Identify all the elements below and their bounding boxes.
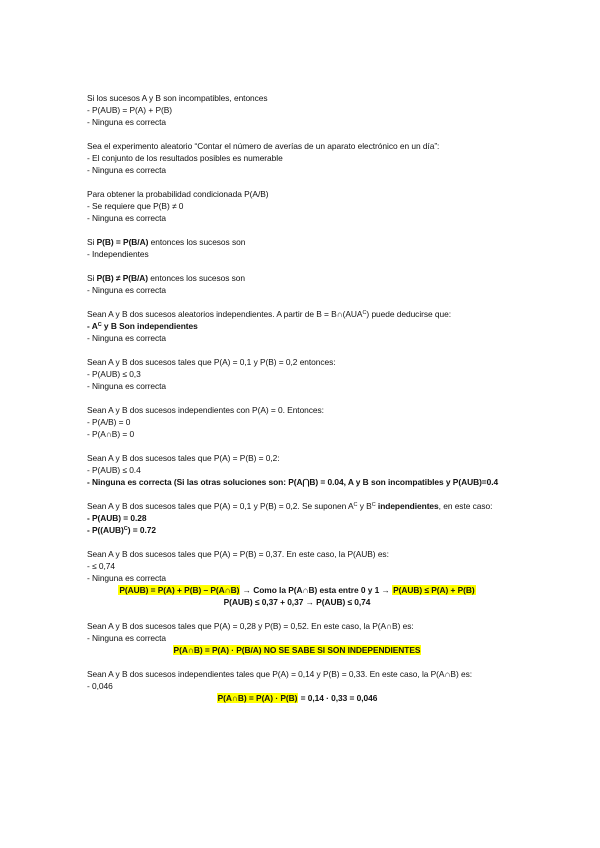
answer: - P(AUB) ≤ 0.4 xyxy=(87,465,141,475)
answer: - P(AUB) = P(A) + P(B) xyxy=(87,105,172,115)
question-prompt: Sean A y B dos sucesos independientes con P(A) = 0. Entonces: xyxy=(87,405,324,415)
question-prompt: Si los sucesos A y B son incompatibles, entonces xyxy=(87,93,268,103)
question-prompt xyxy=(87,500,507,512)
answer: - P(A∩B) = 0 xyxy=(87,429,135,439)
question-prompt: Para obtener la probabilidad condicionada P(A/B) xyxy=(87,189,269,199)
question-13 xyxy=(87,668,507,704)
question-prompt: Sea el experimento aleatorio “Contar el número de averías de un aparato electrónico en un día”: xyxy=(87,141,440,151)
prompt-text: Sean A y B dos sucesos aleatorios independientes. A partir de B = B∩(AUA xyxy=(87,309,363,319)
prompt-bold: P(B) = P(B/A) xyxy=(96,237,149,247)
answer: - Ninguna es correcta xyxy=(87,333,167,343)
answer xyxy=(87,320,507,332)
answer xyxy=(87,524,507,536)
prompt-text: y B xyxy=(357,501,372,511)
prompt-bold: P(B) ≠ P(B/A) xyxy=(96,273,149,283)
answer-text: - P((AUB) xyxy=(87,525,124,535)
question-prompt xyxy=(87,236,507,248)
question-prompt: Sean A y B dos sucesos tales que P(A) = 0,1 y P(B) = 0,2 entonces: xyxy=(87,357,336,367)
question-2 xyxy=(87,140,507,176)
note-text: , A y B son incompatibles y P(AUB)=0.4 xyxy=(343,477,499,487)
answer: - Ninguna es correcta xyxy=(87,381,167,391)
prompt-text: Si xyxy=(87,273,97,283)
highlight: P(A∩B) = P(A) · P(B/A) NO SE SABE SI SON INDEPENDIENTES xyxy=(173,645,421,655)
answer-text: A xyxy=(91,321,98,331)
superscript: C xyxy=(362,310,367,316)
answer-text: y B Son independientes xyxy=(101,321,198,331)
question-12 xyxy=(87,620,507,656)
question-5 xyxy=(87,272,507,296)
question-1 xyxy=(87,92,507,128)
question-prompt: Sean A y B dos sucesos tales que P(A) = P(B) = 0,2: xyxy=(87,453,280,463)
answer: - P(A/B) = 0 xyxy=(87,417,131,427)
prompt-bold: independientes xyxy=(375,501,439,511)
explanation-line: P(AUB) ≤ 0,37 + 0,37 → P(AUB) ≤ 0,74 xyxy=(223,597,371,607)
question-prompt: Sean A y B dos sucesos tales que P(A) = P(B) = 0,37. En este caso, la P(AUB) es: xyxy=(87,549,389,559)
prompt-text: entonces los sucesos son xyxy=(148,273,246,283)
answer: - 0,046 xyxy=(87,681,113,691)
question-8 xyxy=(87,404,507,440)
prompt-text: , en este caso: xyxy=(438,501,493,511)
answer: - Ninguna es correcta xyxy=(87,633,167,643)
question-3 xyxy=(87,188,507,224)
prompt-text: entonces los sucesos son xyxy=(148,237,246,247)
question-6 xyxy=(87,308,507,344)
answer: - Ninguna es correcta xyxy=(87,165,167,175)
question-list xyxy=(87,92,507,716)
answer: - ≤ 0,74 xyxy=(87,561,115,571)
highlight: P(AUB) ≤ P(A) + P(B) xyxy=(393,585,475,595)
answer: - Independientes xyxy=(87,249,149,259)
explanation-text: = 0,14 · 0,33 = 0,046 xyxy=(298,693,378,703)
question-prompt xyxy=(87,308,507,320)
note-text: - Ninguna es correcta (Si las otras soluciones son: P(A⋂B) = xyxy=(87,477,328,487)
answer: - P(AUB) = 0.28 xyxy=(87,513,147,523)
superscript: C xyxy=(353,502,358,508)
question-9 xyxy=(87,452,507,488)
question-prompt: Sean A y B dos sucesos independientes tales que P(A) = 0,14 y P(B) = 0,33. En este caso, la P(A∩B) es: xyxy=(87,669,472,679)
superscript: C xyxy=(371,502,376,508)
question-10 xyxy=(87,500,507,536)
answer: - Ninguna es correcta xyxy=(87,285,167,295)
prompt-text: ) puede deducirse que: xyxy=(366,309,451,319)
superscript: C xyxy=(123,526,128,532)
answer-text: - xyxy=(87,321,92,331)
answer-note xyxy=(87,476,507,488)
explanation-line xyxy=(87,692,507,704)
highlight: P(A∩B) = P(A) · P(B) xyxy=(217,693,298,703)
question-prompt xyxy=(87,272,507,284)
highlight: P(AUB) = P(A) + P(B) – P(A∩B) xyxy=(119,585,240,595)
prompt-text: Sean A y B dos sucesos tales que P(A) = 0,1 y P(B) = 0,2. Se suponen A xyxy=(87,501,354,511)
answer: - Ninguna es correcta xyxy=(87,573,167,583)
explanation-text: → Como la P(A∩B) esta entre 0 y 1 → xyxy=(240,585,393,595)
explanation-line xyxy=(87,584,507,596)
question-7 xyxy=(87,356,507,392)
answer: - Ninguna es correcta xyxy=(87,213,167,223)
note-value: 0.04 xyxy=(327,477,344,487)
answer: - Se requiere que P(B) ≠ 0 xyxy=(87,201,184,211)
question-11 xyxy=(87,548,507,608)
answer: - Ninguna es correcta xyxy=(87,117,167,127)
question-prompt: Sean A y B dos sucesos tales que P(A) = 0,28 y P(B) = 0,52. En este caso, la P(A∩B) es: xyxy=(87,621,414,631)
superscript: C xyxy=(97,322,102,328)
question-4 xyxy=(87,236,507,260)
explanation-line xyxy=(87,644,507,656)
prompt-text: Si xyxy=(87,237,97,247)
answer: - El conjunto de los resultados posibles es numerable xyxy=(87,153,283,163)
answer: - P(AUB) ≤ 0,3 xyxy=(87,369,141,379)
answer-text: ) = 0.72 xyxy=(127,525,156,535)
